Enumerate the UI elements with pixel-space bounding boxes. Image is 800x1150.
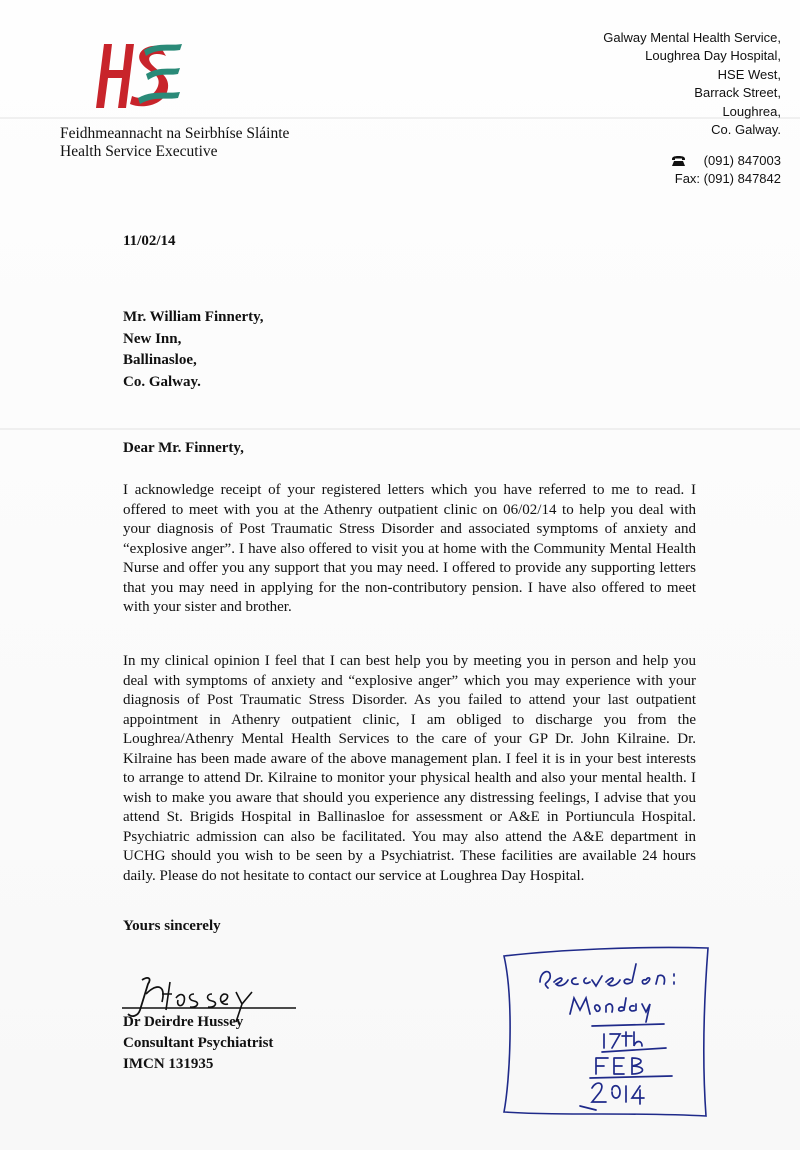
recipient-line: New Inn, <box>123 330 182 347</box>
sender-address <box>603 29 781 139</box>
phone-number: (091) 847003 <box>703 153 781 168</box>
recipient-line: Ballinasloe, <box>123 352 197 368</box>
salutation: Dear Mr. Finnerty, <box>123 440 244 456</box>
hse-logo <box>82 36 192 116</box>
address-line: Co. Galway. <box>711 122 781 138</box>
handwritten-received-note <box>496 940 710 1120</box>
body-paragraph: In my clinical opinion I feel that I can best help you by meeting you in person and help you deal with symptoms of anxiety and “explosive anger” which you may experience with your diagnosis of Post Traumatic Stress Disorder. As you failed to attend your last outpatient appointment in Athenry outpatient clinic, I am obliged to discharge you from the Loughrea/Athenry Mental Health Services to the care of your GP Dr. John Kilraine. Dr. Kilraine has been made aware of the above management plan. I feel it is in your best interests to arrange to attend Dr. Kilraine to monitor your physical health and also your mental health. I wish to make you aware that should you experience any distressing feelings, I advise that you attend St. Brigids Hospital in Ballinasloe for assessment or A&E in Portiuncula Hospital. Psychiatric admission can also be facilitated. You may also attend the A&E department in UCHG should you wish to be seen by a Psychiatrist. These facilities are available 24 hours daily. Please do not hesitate to contact our service at Loughrea Day Hospital. <box>123 653 696 884</box>
address-line: Galway Mental Health Service, <box>603 30 781 45</box>
address-line: HSE West, <box>717 66 781 82</box>
phone-icon <box>671 156 686 166</box>
closing: Yours sincerely <box>123 918 221 934</box>
org-name-english: Health Service Executive <box>60 143 218 160</box>
body-paragraph: I acknowledge receipt of your registered letters which you have referred to me to read. I offered to meet with you at the Athenry outpatient clinic on 06/02/14 to help you deal with your diagnosis of Post Traumatic Stress Disorder and associated symptoms of anxiety and “explosive anger”. I have also offered to visit you at home with the Community Mental Health Nurse and offer you any support that you may need. I offered to provide any supporting letters that you may need in applying for the non-contributory pension. I have also offered to meet with your sister and brother. <box>123 482 696 615</box>
recipient-address <box>123 307 264 393</box>
address-line: Loughrea, <box>722 103 781 119</box>
signer-registration: IMCN 131935 <box>123 1056 214 1072</box>
recipient-line: Mr. William Finnerty, <box>123 309 264 325</box>
recipient-line: Co. Galway. <box>123 373 201 390</box>
signer-name: Dr Deirdre Hussey <box>123 1014 244 1030</box>
address-line: Barrack Street, <box>694 85 781 101</box>
fax-number: Fax: (091) 847842 <box>674 171 781 186</box>
paper-fold <box>0 428 800 430</box>
address-line: Loughrea Day Hospital, <box>645 48 781 64</box>
contact-block <box>671 152 781 188</box>
letter-date: 11/02/14 <box>123 233 176 249</box>
signer-title: Consultant Psychiatrist <box>123 1035 274 1051</box>
org-name-irish: Feidhmeannacht na Seirbhíse Sláinte <box>60 125 290 142</box>
signer-block <box>123 1012 273 1075</box>
